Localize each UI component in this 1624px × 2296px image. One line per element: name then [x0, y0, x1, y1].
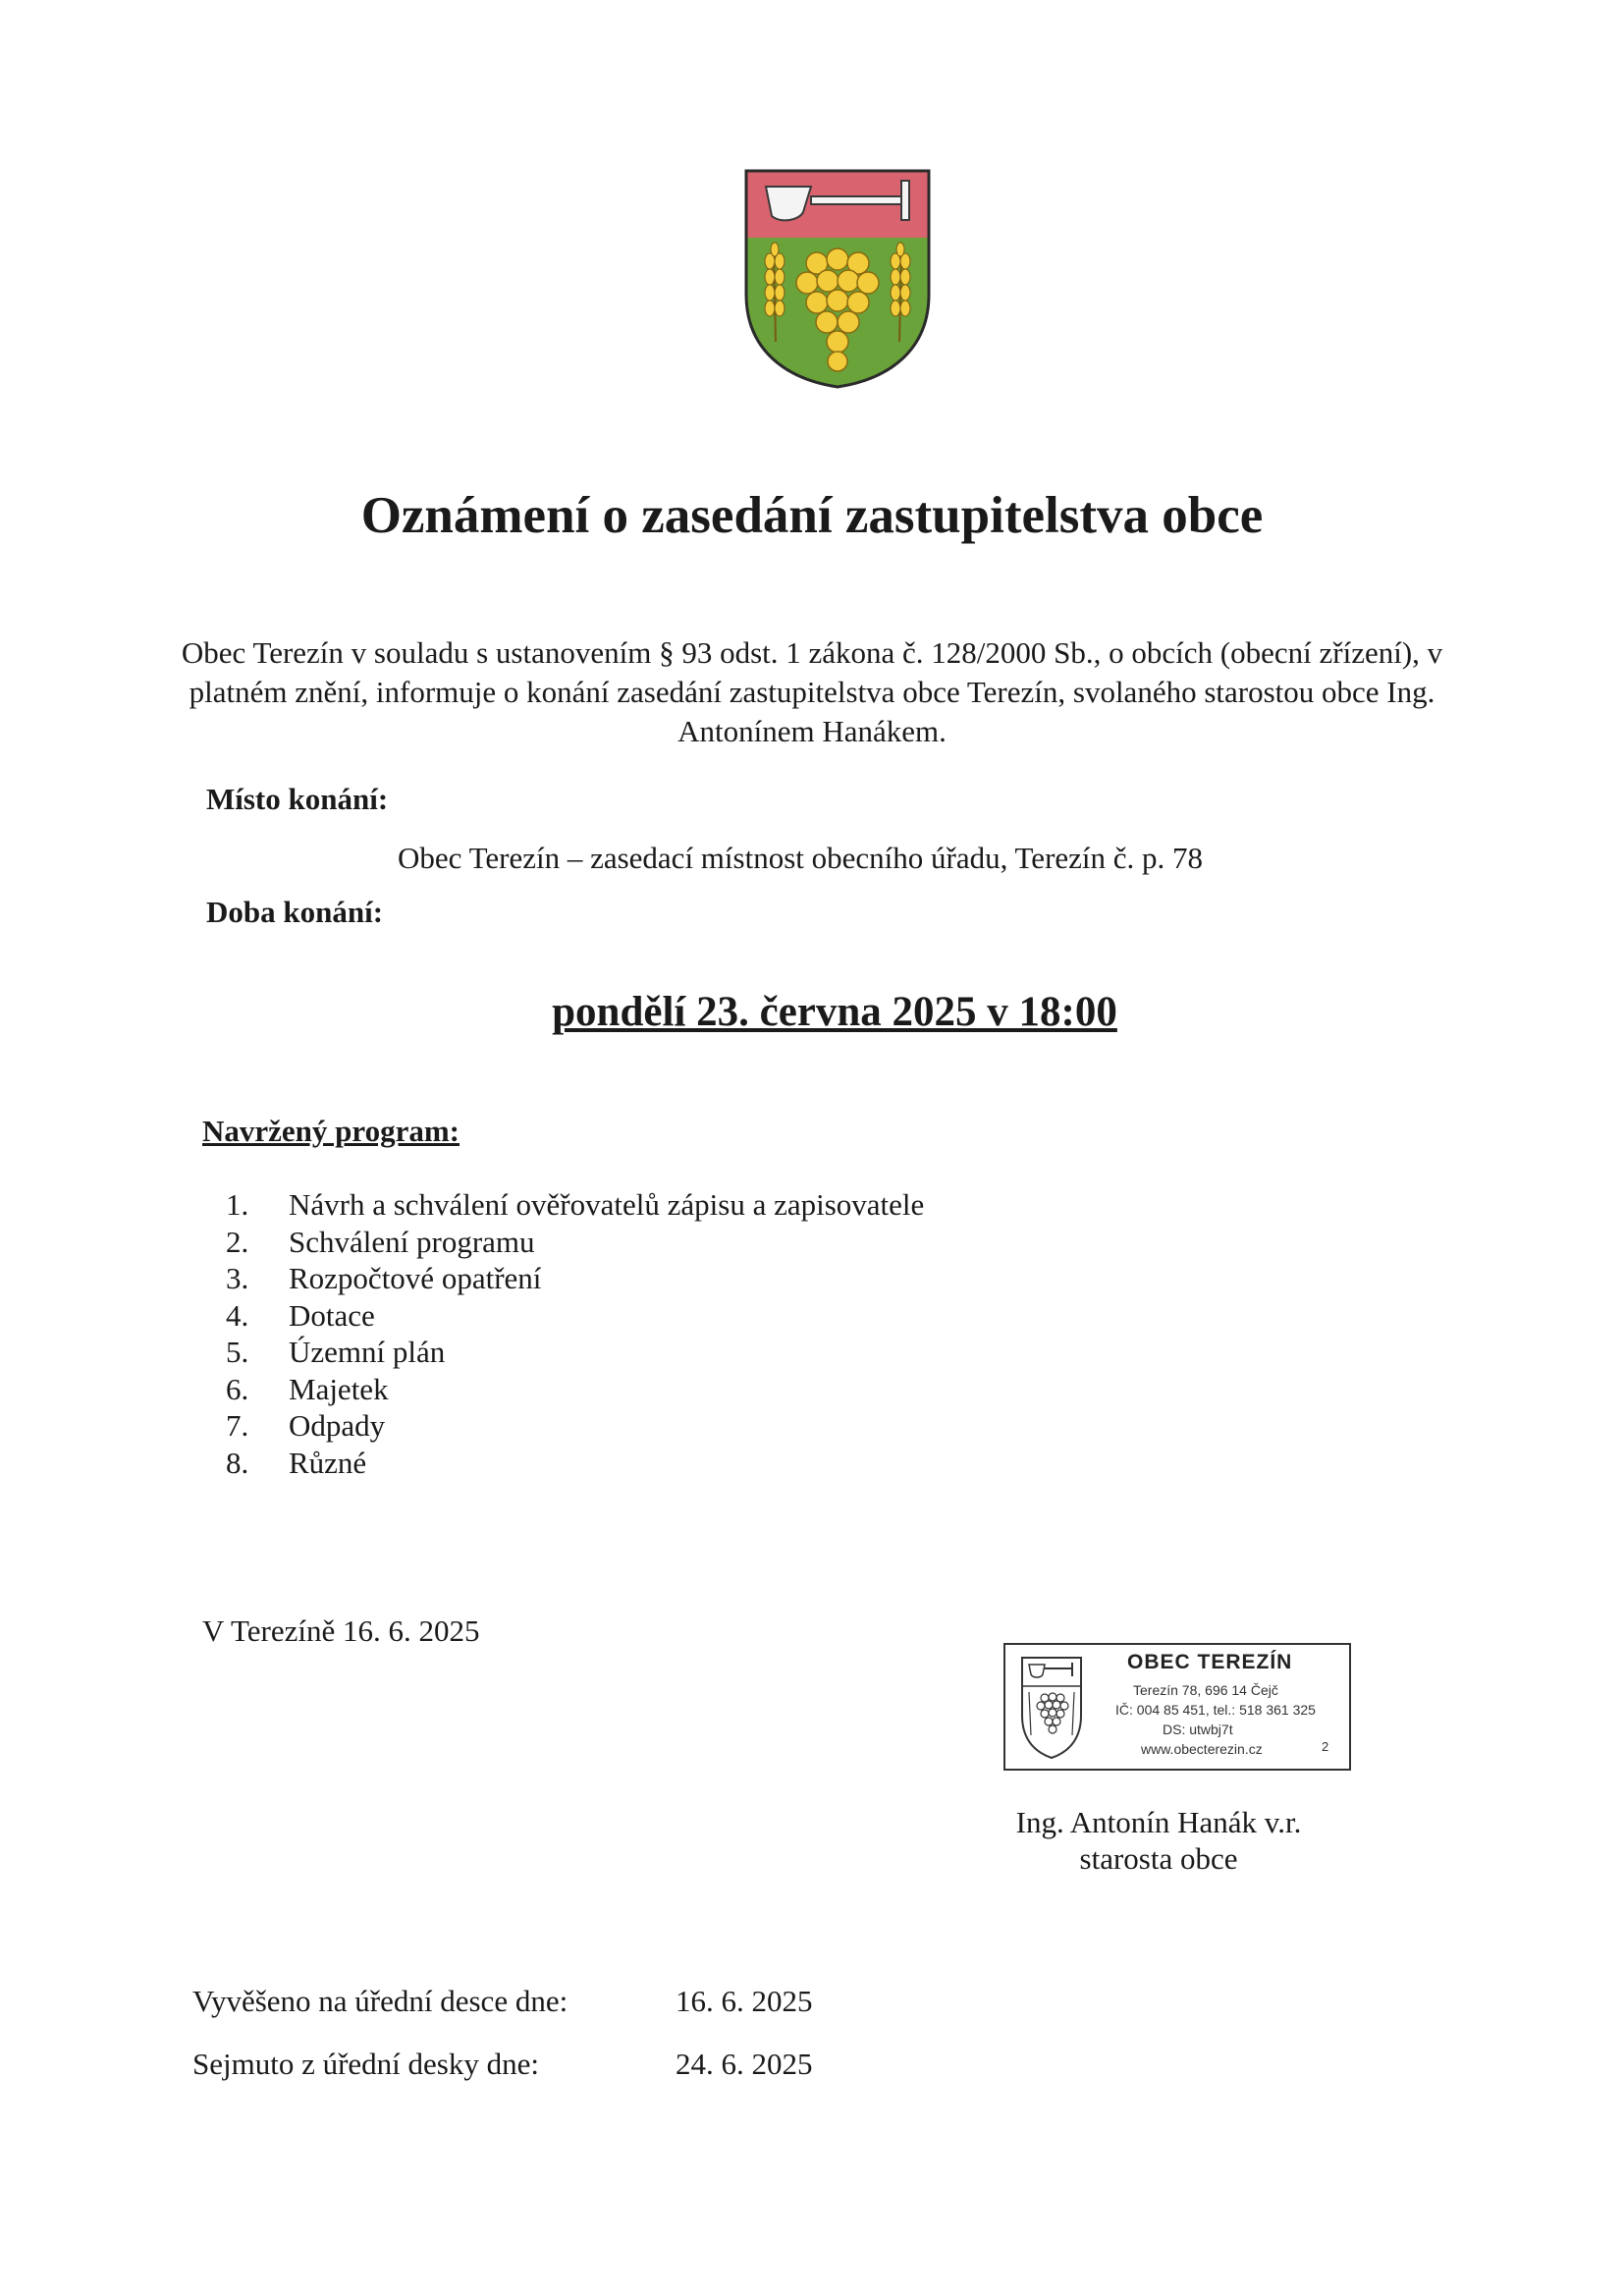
meeting-date-time: pondělí 23. června 2025 v 18:00 [552, 989, 1117, 1035]
item-text: Rozpočtové opatření [289, 1261, 542, 1295]
venue-label: Místo konání: [206, 782, 389, 816]
item-number: 7. [226, 1408, 249, 1443]
item-text: Návrh a schválení ověřovatelů zápisu a zapisovatele [289, 1187, 925, 1222]
item-text: Schválení programu [289, 1224, 535, 1259]
item-text: Různé [289, 1445, 367, 1480]
removed-date: 24. 6. 2025 [676, 2047, 813, 2081]
coat-of-arms-emblem [742, 167, 933, 391]
list-item [226, 1445, 924, 1482]
stamp-emblem-icon [1019, 1655, 1084, 1761]
stamp-website: www.obecterezin.cz [1141, 1741, 1263, 1757]
venue-value: Obec Terezín – zasedací místnost obecního úřadu, Terezín č. p. 78 [398, 841, 1204, 875]
item-number: 4. [226, 1297, 249, 1333]
list-item [226, 1186, 924, 1224]
stamp-databox: DS: utwbj7t [1163, 1722, 1233, 1737]
list-item [226, 1334, 924, 1371]
list-item [226, 1260, 924, 1297]
list-item [226, 1224, 924, 1261]
item-text: Územní plán [289, 1335, 446, 1369]
document-title: Oznámení o zasedání zastupitelstva obce [360, 487, 1264, 544]
program-heading: Navržený program: [202, 1114, 460, 1148]
removed-label: Sejmuto z úřední desky dne: [192, 2047, 539, 2081]
stamp-title: OBEC TEREZÍN [1127, 1651, 1293, 1673]
signatory-role: starosta obce [1079, 1841, 1238, 1876]
item-number: 1. [226, 1187, 249, 1222]
item-number: 5. [226, 1335, 249, 1369]
item-text: Odpady [289, 1408, 386, 1443]
place-and-date: V Terezíně 16. 6. 2025 [202, 1613, 480, 1648]
signatory-name: Ing. Antonín Hanák v.r. [1015, 1805, 1302, 1839]
official-stamp [1003, 1643, 1351, 1771]
item-text: Majetek [289, 1371, 389, 1406]
signature-block [962, 1804, 1355, 1877]
posted-date: 16. 6. 2025 [676, 1984, 813, 2018]
item-number: 3. [226, 1261, 249, 1295]
intro-paragraph: Obec Terezín v souladu s ustanovením § 93 odst. 1 zákona č. 128/2000 Sb., o obcích (obecní zřízení), v platném znění, informuje o konání zasedání zastupitelstva obce Terezín, svolaného starostou obce Ing. Antonínem Hanákem. [181, 635, 1443, 748]
stamp-ids: IČ: 004 85 451, tel.: 518 361 325 [1115, 1702, 1316, 1718]
item-number: 8. [226, 1445, 249, 1480]
item-number: 2. [226, 1224, 249, 1259]
time-label: Doba konání: [206, 895, 384, 929]
posted-label: Vyvěšeno na úřední desce dne: [192, 1984, 568, 2018]
list-item [226, 1297, 924, 1335]
list-item [226, 1371, 924, 1408]
program-list [226, 1186, 924, 1481]
item-number: 6. [226, 1371, 249, 1406]
stamp-number: 2 [1322, 1739, 1329, 1754]
stamp-address: Terezín 78, 696 14 Čejč [1133, 1682, 1278, 1698]
item-text: Dotace [289, 1297, 375, 1333]
list-item [226, 1407, 924, 1445]
